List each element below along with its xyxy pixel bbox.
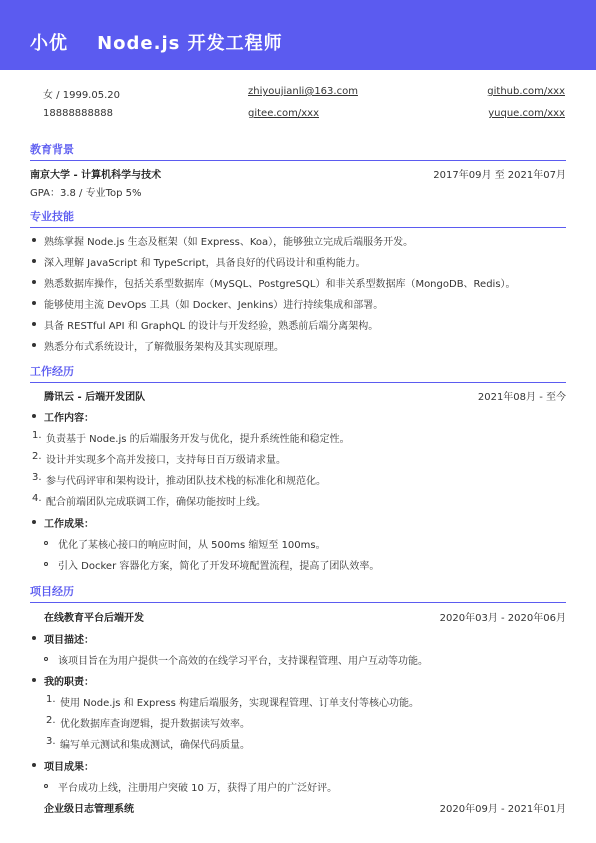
bullet-icon [32,259,36,263]
list-number: 1. [32,430,42,441]
project-duty-item: 优化数据库查询逻辑，提升数据读写效率。 [60,719,250,730]
work-period: 2021年08月 - 至今 [477,392,566,403]
bullet-icon [32,238,36,242]
work-content-item: 负责基于 Node.js 的后端服务开发与优化，提升系统性能和稳定性。 [46,434,350,445]
education-heading: 教育背景 [30,141,566,161]
work-result-item: 引入 Docker 容器化方案，简化了开发环境配置流程，提高了团队效率。 [58,561,380,572]
project-duty-item: 使用 Node.js 和 Express 构建后端服务，实现课程管理、订单支付等核心功能。 [60,698,420,709]
gitee-link[interactable]: gitee.com/xxx [248,108,320,119]
bullet-icon [32,520,36,524]
project-desc-label: 项目描述： [44,635,94,646]
project-duty-label: 我的职责： [44,677,94,688]
work-content-item: 配合前端团队完成联调工作，确保功能按时上线。 [46,497,266,508]
name: 小优 [30,33,68,54]
bullet-icon [32,301,36,305]
education-period: 2017年09月 至 2021年07月 [433,170,566,181]
list-number: 2. [46,715,56,726]
school: 南京大学 - 计算机科学与技术 [30,170,162,181]
list-number: 2. [32,451,42,462]
work-content-item: 设计并实现多个高并发接口，支持每日百万级请求量。 [46,455,286,466]
work-row [30,388,566,402]
skills-heading: 专业技能 [30,208,566,228]
bullet-icon [32,343,36,347]
projects-heading: 项目经历 [30,583,566,603]
company: 腾讯云 - 后端开发团队 [44,392,146,403]
bullet-icon [32,763,36,767]
work-result-label: 工作成果： [44,519,94,530]
role: Node.js 开发工程师 [97,33,283,54]
education-row [30,166,566,180]
project-period: 2020年09月 - 2021年01月 [439,804,566,815]
skill-item: 具备 RESTful API 和 GraphQL 的设计与开发经验，熟悉前后端分离架构。 [44,321,379,332]
project-row [30,609,566,623]
list-number: 1. [46,694,56,705]
project-result: 平台成功上线，注册用户突破 10 万，获得了用户的广泛好评。 [58,783,338,794]
skill-item: 熟悉分布式系统设计，了解微服务架构及其实现原理。 [44,342,284,353]
project-period: 2020年03月 - 2020年06月 [439,613,566,624]
circle-bullet-icon [44,562,48,566]
email-link[interactable]: zhiyoujianli@163.com [248,86,358,97]
bullet-icon [32,678,36,682]
bullet-icon [32,636,36,640]
github-link[interactable]: github.com/xxx [487,86,565,97]
skill-item: 熟练掌握 Node.js 生态及框架（如 Express、Koa），能够独立完成后端服务开发。 [44,237,414,248]
project-desc: 该项目旨在为用户提供一个高效的在线学习平台，支持课程管理、用户互动等功能。 [58,656,428,667]
circle-bullet-icon [44,657,48,661]
contact-row-1 [0,86,596,100]
project-duty-item: 编写单元测试和集成测试，确保代码质量。 [60,740,250,751]
project-result-label: 项目成果： [44,762,94,773]
header-banner [0,0,596,70]
list-number: 4. [32,493,42,504]
list-number: 3. [32,472,42,483]
education-detail: GPA：3.8 / 专业Top 5% [30,188,142,199]
bullet-icon [32,280,36,284]
contact-row-2 [0,108,596,122]
work-result-item: 优化了某核心接口的响应时间，从 500ms 缩短至 100ms。 [58,540,326,551]
page-title [30,29,283,55]
yuque-link[interactable]: yuque.com/xxx [488,108,565,119]
skill-item: 能够使用主流 DevOps 工具（如 Docker、Jenkins）进行持续集成和部署。 [44,300,384,311]
project-row [30,800,566,814]
skill-item: 深入理解 JavaScript 和 TypeScript，具备良好的代码设计和重构能力。 [44,258,366,269]
work-heading: 工作经历 [30,363,566,383]
phone: 18888888888 [43,108,113,119]
bullet-icon [32,414,36,418]
work-content-label: 工作内容： [44,413,94,424]
project-name: 企业级日志管理系统 [44,804,134,815]
list-number: 3. [46,736,56,747]
bullet-icon [32,322,36,326]
skill-item: 熟悉数据库操作，包括关系型数据库（MySQL、PostgreSQL）和非关系型数据库（MongoDB、Redis）。 [44,279,516,290]
circle-bullet-icon [44,784,48,788]
gender-birth: 女 / 1999.05.20 [43,90,120,101]
circle-bullet-icon [44,541,48,545]
project-name: 在线教育平台后端开发 [44,613,144,624]
work-content-item: 参与代码评审和架构设计，推动团队技术栈的标准化和规范化。 [46,476,326,487]
